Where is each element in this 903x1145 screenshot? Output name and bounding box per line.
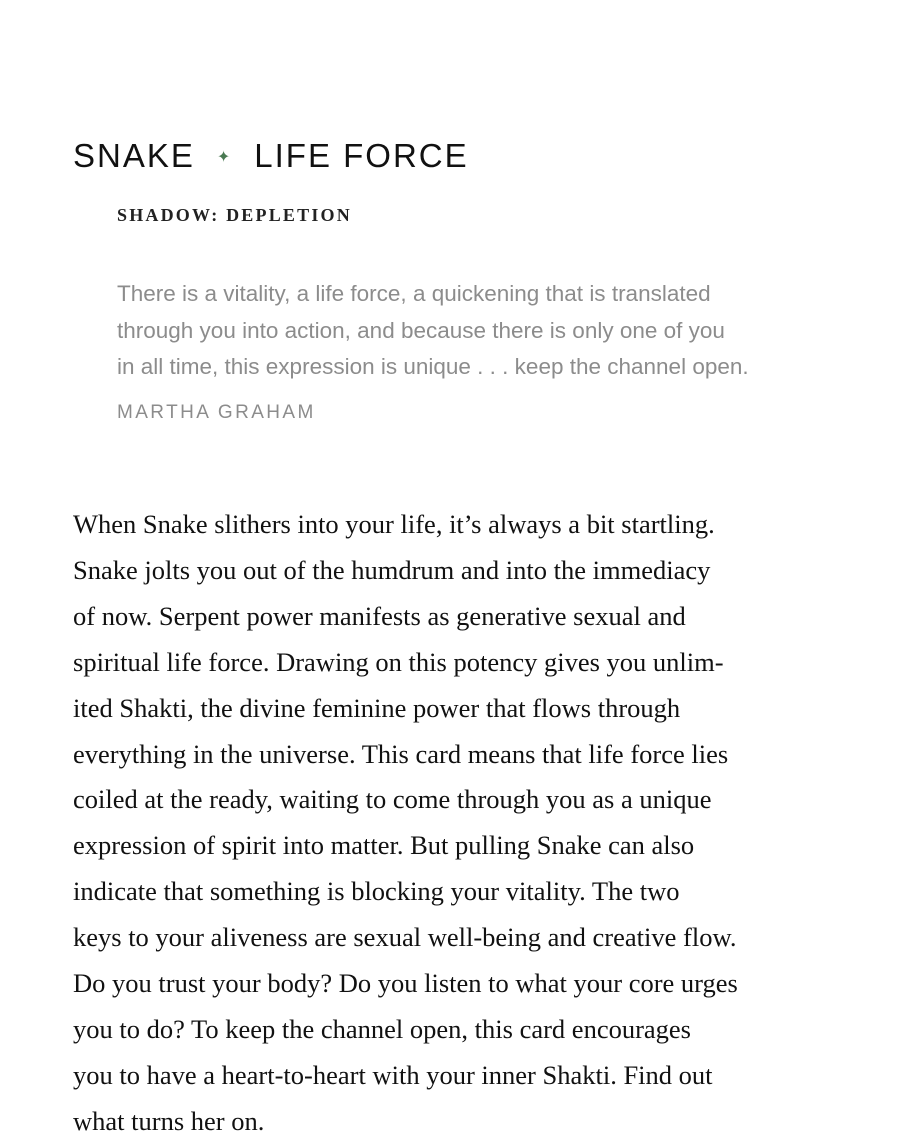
card-theme: LIFE FORCE <box>254 137 469 174</box>
diamond-star-icon: ✦ <box>216 149 233 166</box>
card-description <box>73 502 873 1145</box>
card-title <box>73 136 469 176</box>
body-line: everything in the universe. This card means that life force lies <box>73 738 729 769</box>
card-animal-name: SNAKE <box>73 137 195 174</box>
body-line: Do you trust your body? Do you listen to what your core urges <box>73 968 738 999</box>
body-line: Snake jolts you out of the humdrum and into the immediacy <box>73 554 711 585</box>
body-line: you to do? To keep the channel open, this card encourages <box>73 1013 691 1044</box>
body-line: ited Shakti, the divine feminine power that flows through <box>73 692 681 723</box>
quote-attribution: MARTHA GRAHAM <box>117 402 316 423</box>
body-line: you to have a heart-to-heart with your inner Shakti. Find out <box>73 1059 713 1090</box>
quote-line: There is a vitality, a life force, a quickening that is translated <box>117 281 711 306</box>
epigraph-quote <box>117 276 877 386</box>
body-line: When Snake slithers into your life, it’s always a bit startling. <box>73 509 715 539</box>
body-line: spiritual life force. Drawing on this potency gives you unlim- <box>73 646 724 677</box>
body-line: indicate that something is blocking your vitality. The two <box>73 876 680 907</box>
body-line: keys to your aliveness are sexual well-being and creative flow. <box>73 922 737 953</box>
quote-line: through you into action, and because there is only one of you <box>117 317 725 343</box>
body-line: of now. Serpent power manifests as generative sexual and <box>73 600 686 631</box>
body-line: what turns her on. <box>73 1105 265 1136</box>
shadow-subtitle: SHADOW: DEPLETION <box>117 205 352 225</box>
body-line: expression of spirit into matter. But pulling Snake can also <box>73 830 695 861</box>
quote-line: in all time, this expression is unique . . . keep the channel open. <box>117 354 749 379</box>
body-line: coiled at the ready, waiting to come through you as a unique <box>73 784 712 815</box>
